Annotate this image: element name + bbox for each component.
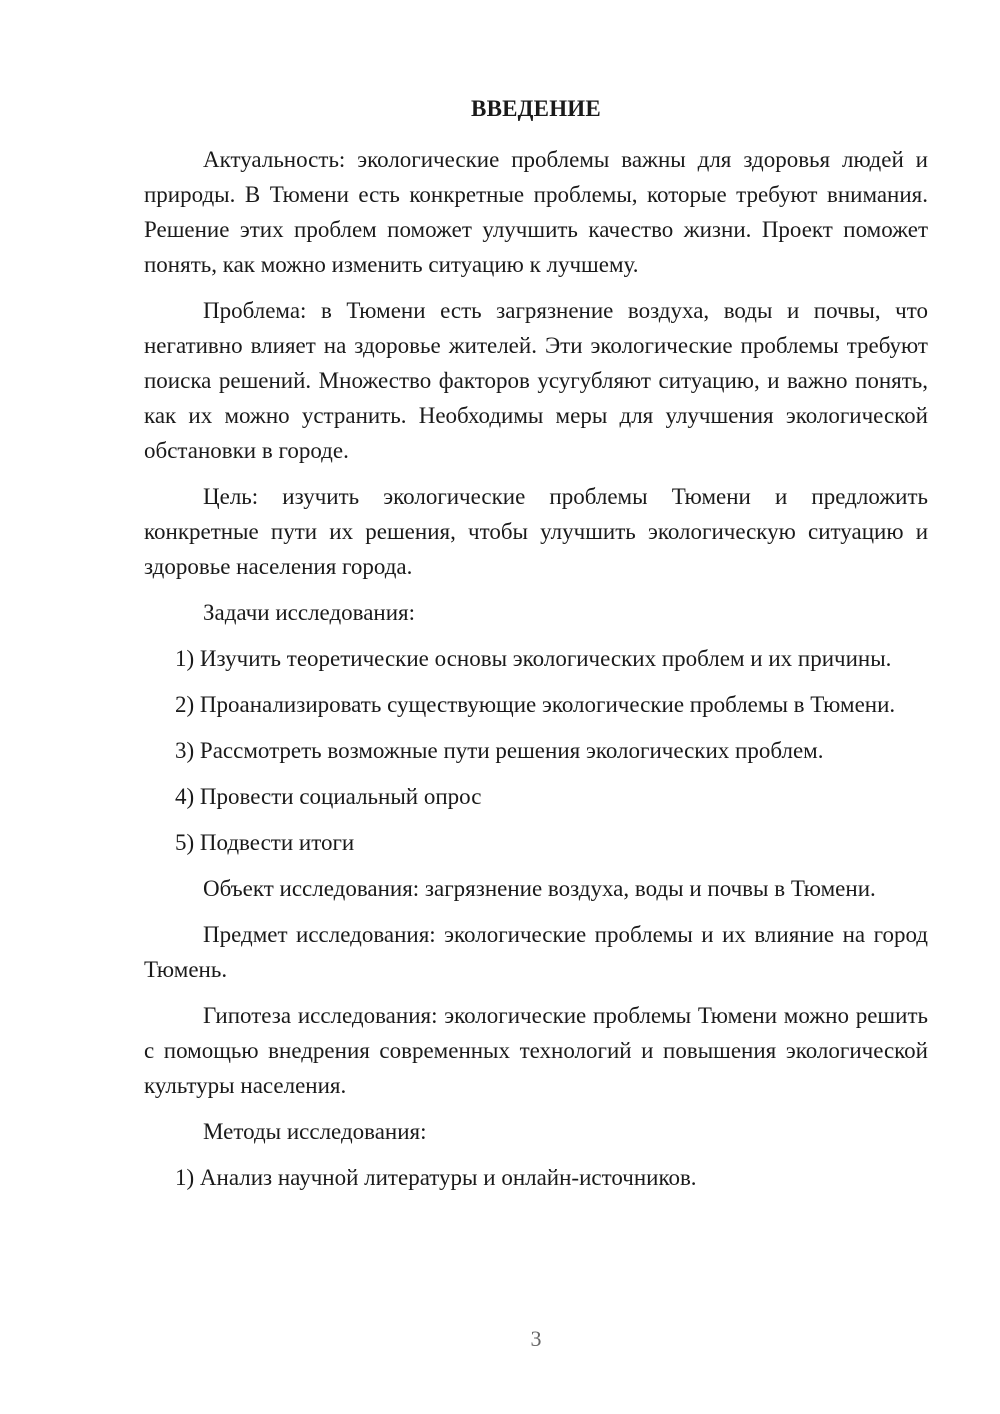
page-number: 3 — [530, 1326, 542, 1351]
list-item: 4) Провести социальный опрос — [175, 784, 482, 809]
document-body — [144, 142, 928, 1206]
paragraph-goal: Цель: изучить экологические проблемы Тюмени и предложить конкретные пути их решения, чтобы улучшить экологическую ситуацию и здоровье населения города. — [144, 484, 928, 579]
paragraph-relevance: Актуальность: экологические проблемы важны для здоровья людей и природы. В Тюмени есть конкретные проблемы, которые требуют внимания. Решение этих проблем поможет улучшить качество жизни. Проект поможет понять, как можно изменить ситуацию к лучшему. — [144, 147, 928, 277]
paragraph-subject: Предмет исследования: экологические проблемы и их влияние на город Тюмень. — [144, 922, 928, 982]
list-item: 1) Изучить теоретические основы экологических проблем и их причины. — [175, 646, 892, 671]
paragraph-hypothesis: Гипотеза исследования: экологические проблемы Тюмени можно решить с помощью внедрения современных технологий и повышения экологической культуры населения. — [144, 1003, 928, 1098]
list-item: 3) Рассмотреть возможные пути решения экологических проблем. — [175, 738, 824, 763]
tasks-heading: Задачи исследования: — [203, 600, 416, 625]
methods-heading: Методы исследования: — [203, 1119, 427, 1144]
page-title: ВВЕДЕНИЕ — [471, 96, 601, 121]
paragraph-object: Объект исследования: загрязнение воздуха, воды и почвы в Тюмени. — [203, 876, 876, 901]
list-item: 2) Проанализировать существующие экологические проблемы в Тюмени. — [175, 692, 896, 717]
list-item: 1) Анализ научной литературы и онлайн-источников. — [175, 1165, 697, 1190]
list-item: 5) Подвести итоги — [175, 830, 355, 855]
paragraph-problem: Проблема: в Тюмени есть загрязнение воздуха, воды и почвы, что негативно влияет на здоровье жителей. Эти экологические проблемы требуют поиска решений. Множество факторов усугубляют ситуацию, и важно понять, как их можно устранить. Необходимы меры для улучшения экологической обстановки в городе. — [144, 298, 928, 463]
